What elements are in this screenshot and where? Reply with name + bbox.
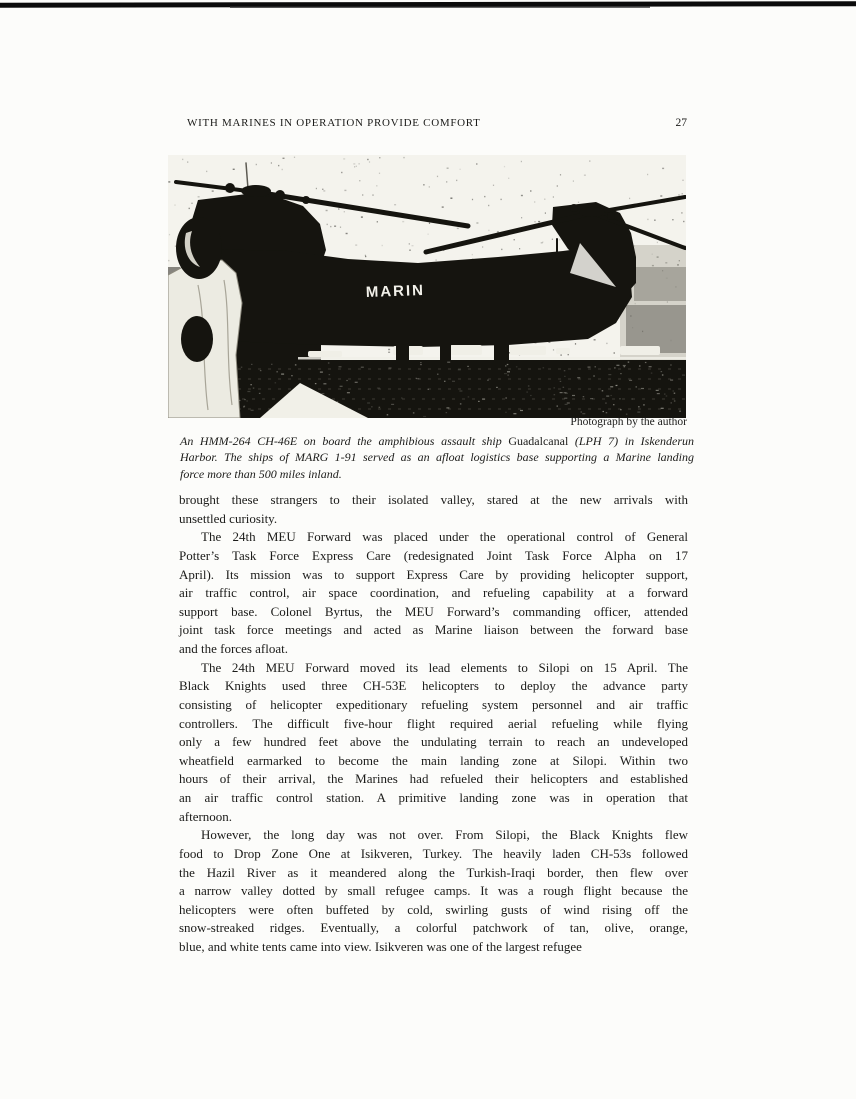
caption-text: force more than 500 miles inland. [180, 466, 342, 481]
photo-credit: Photograph by the author [570, 416, 687, 428]
body-text-line: controllers. The difficult five-hour flight required aerial refueling while flying [179, 715, 688, 731]
body-text-line: However, the long day was not over. From Silopi, the Black Knights flew [201, 827, 688, 843]
body-text-line: food to Drop Zone One at Isikveren, Turkey. The heavily laden CH-53s followed [179, 845, 688, 861]
crewman-head [176, 217, 222, 279]
caption-text: (LPH 7) in Iskenderun [568, 434, 695, 448]
body-text-line: afternoon. [179, 808, 233, 824]
body-text-line: Black Knights used three CH-53E helicopters to deploy the advance party [179, 678, 688, 694]
caption-line [180, 449, 694, 465]
body-text-line: The 24th MEU Forward moved its lead elements to Silopi on 15 April. The [201, 659, 688, 675]
body-text-line: blue, and white tents came into view. Isikveren was one of the largest refugee [179, 939, 582, 954]
body-text-line: consisting of helicopter expeditionary refueling system personnel and air traffic [179, 696, 688, 712]
body-text-line: snow-streaked ridges. Eventually, a colorful patchwork of tan, olive, orange, [179, 920, 688, 936]
body-text-line: support base. Colonel Byrtus, the MEU Forward’s commanding officer, attended [179, 603, 688, 619]
page-number: 27 [675, 117, 687, 129]
caption-text: An HMM-264 CH-46E on board the amphibious assault ship [180, 434, 509, 448]
running-header-title: WITH MARINES IN OPERATION PROVIDE COMFORT [187, 117, 481, 129]
photograph [168, 155, 686, 418]
body-text-line: The 24th MEU Forward was placed under the operational control of General [201, 529, 688, 545]
body-text-line: brought these strangers to their isolated valley, stared at the new arrivals with [179, 492, 688, 507]
body-text-line: only a few hundred feet above the undulating terrain to reach an undeveloped [179, 734, 688, 750]
body-text-line: air traffic control, air space coordination, and refueling capability at a forward [179, 585, 688, 601]
body-text-line: April). Its mission was to support Express Care by providing helicopter support, [179, 566, 688, 582]
caption-line [180, 433, 694, 449]
ship-name: Guadalcanal [508, 434, 569, 448]
body-text-line: Potter’s Task Force Express Care (redesignated Joint Task Force Alpha on 17 [179, 547, 688, 563]
caption-line [180, 466, 694, 482]
body-text-line: helicopters were often buffeted by cold, swirling gusts of wind rising off the [179, 901, 688, 917]
body-text-line: a narrow valley dotted by small refugee camps. It was a rough flight because the [179, 883, 688, 899]
running-header [187, 117, 687, 129]
scan-edge-bar-shadow [230, 6, 650, 8]
body-text-line: joint task force meetings and acted as Marine liaison between the forward base [179, 622, 688, 638]
body-text-line: wheatfield earmarked to become the main landing zone at Silopi. Within two [179, 752, 688, 768]
photo-caption [180, 433, 694, 482]
body-text-line: and the forces afloat. [179, 641, 289, 656]
caption-text: Harbor. The ships of MARG 1-91 served as an afloat logistics base supporting a Marine landing [180, 450, 694, 465]
body-text-line: the Hazil River as it meandered along the Turkish-Iraqi border, then flew over [179, 864, 688, 880]
chest-gear [181, 316, 213, 362]
body-text-line: an air traffic control station. A primitive landing zone was in operation that [179, 790, 688, 805]
fuselage-marking: MARIN [365, 281, 426, 301]
body-text-line: unsettled curiosity. [179, 510, 278, 526]
body-text-line: hours of their arrival, the Marines had refueled their helicopters and established [179, 771, 688, 787]
body-text [179, 491, 688, 957]
